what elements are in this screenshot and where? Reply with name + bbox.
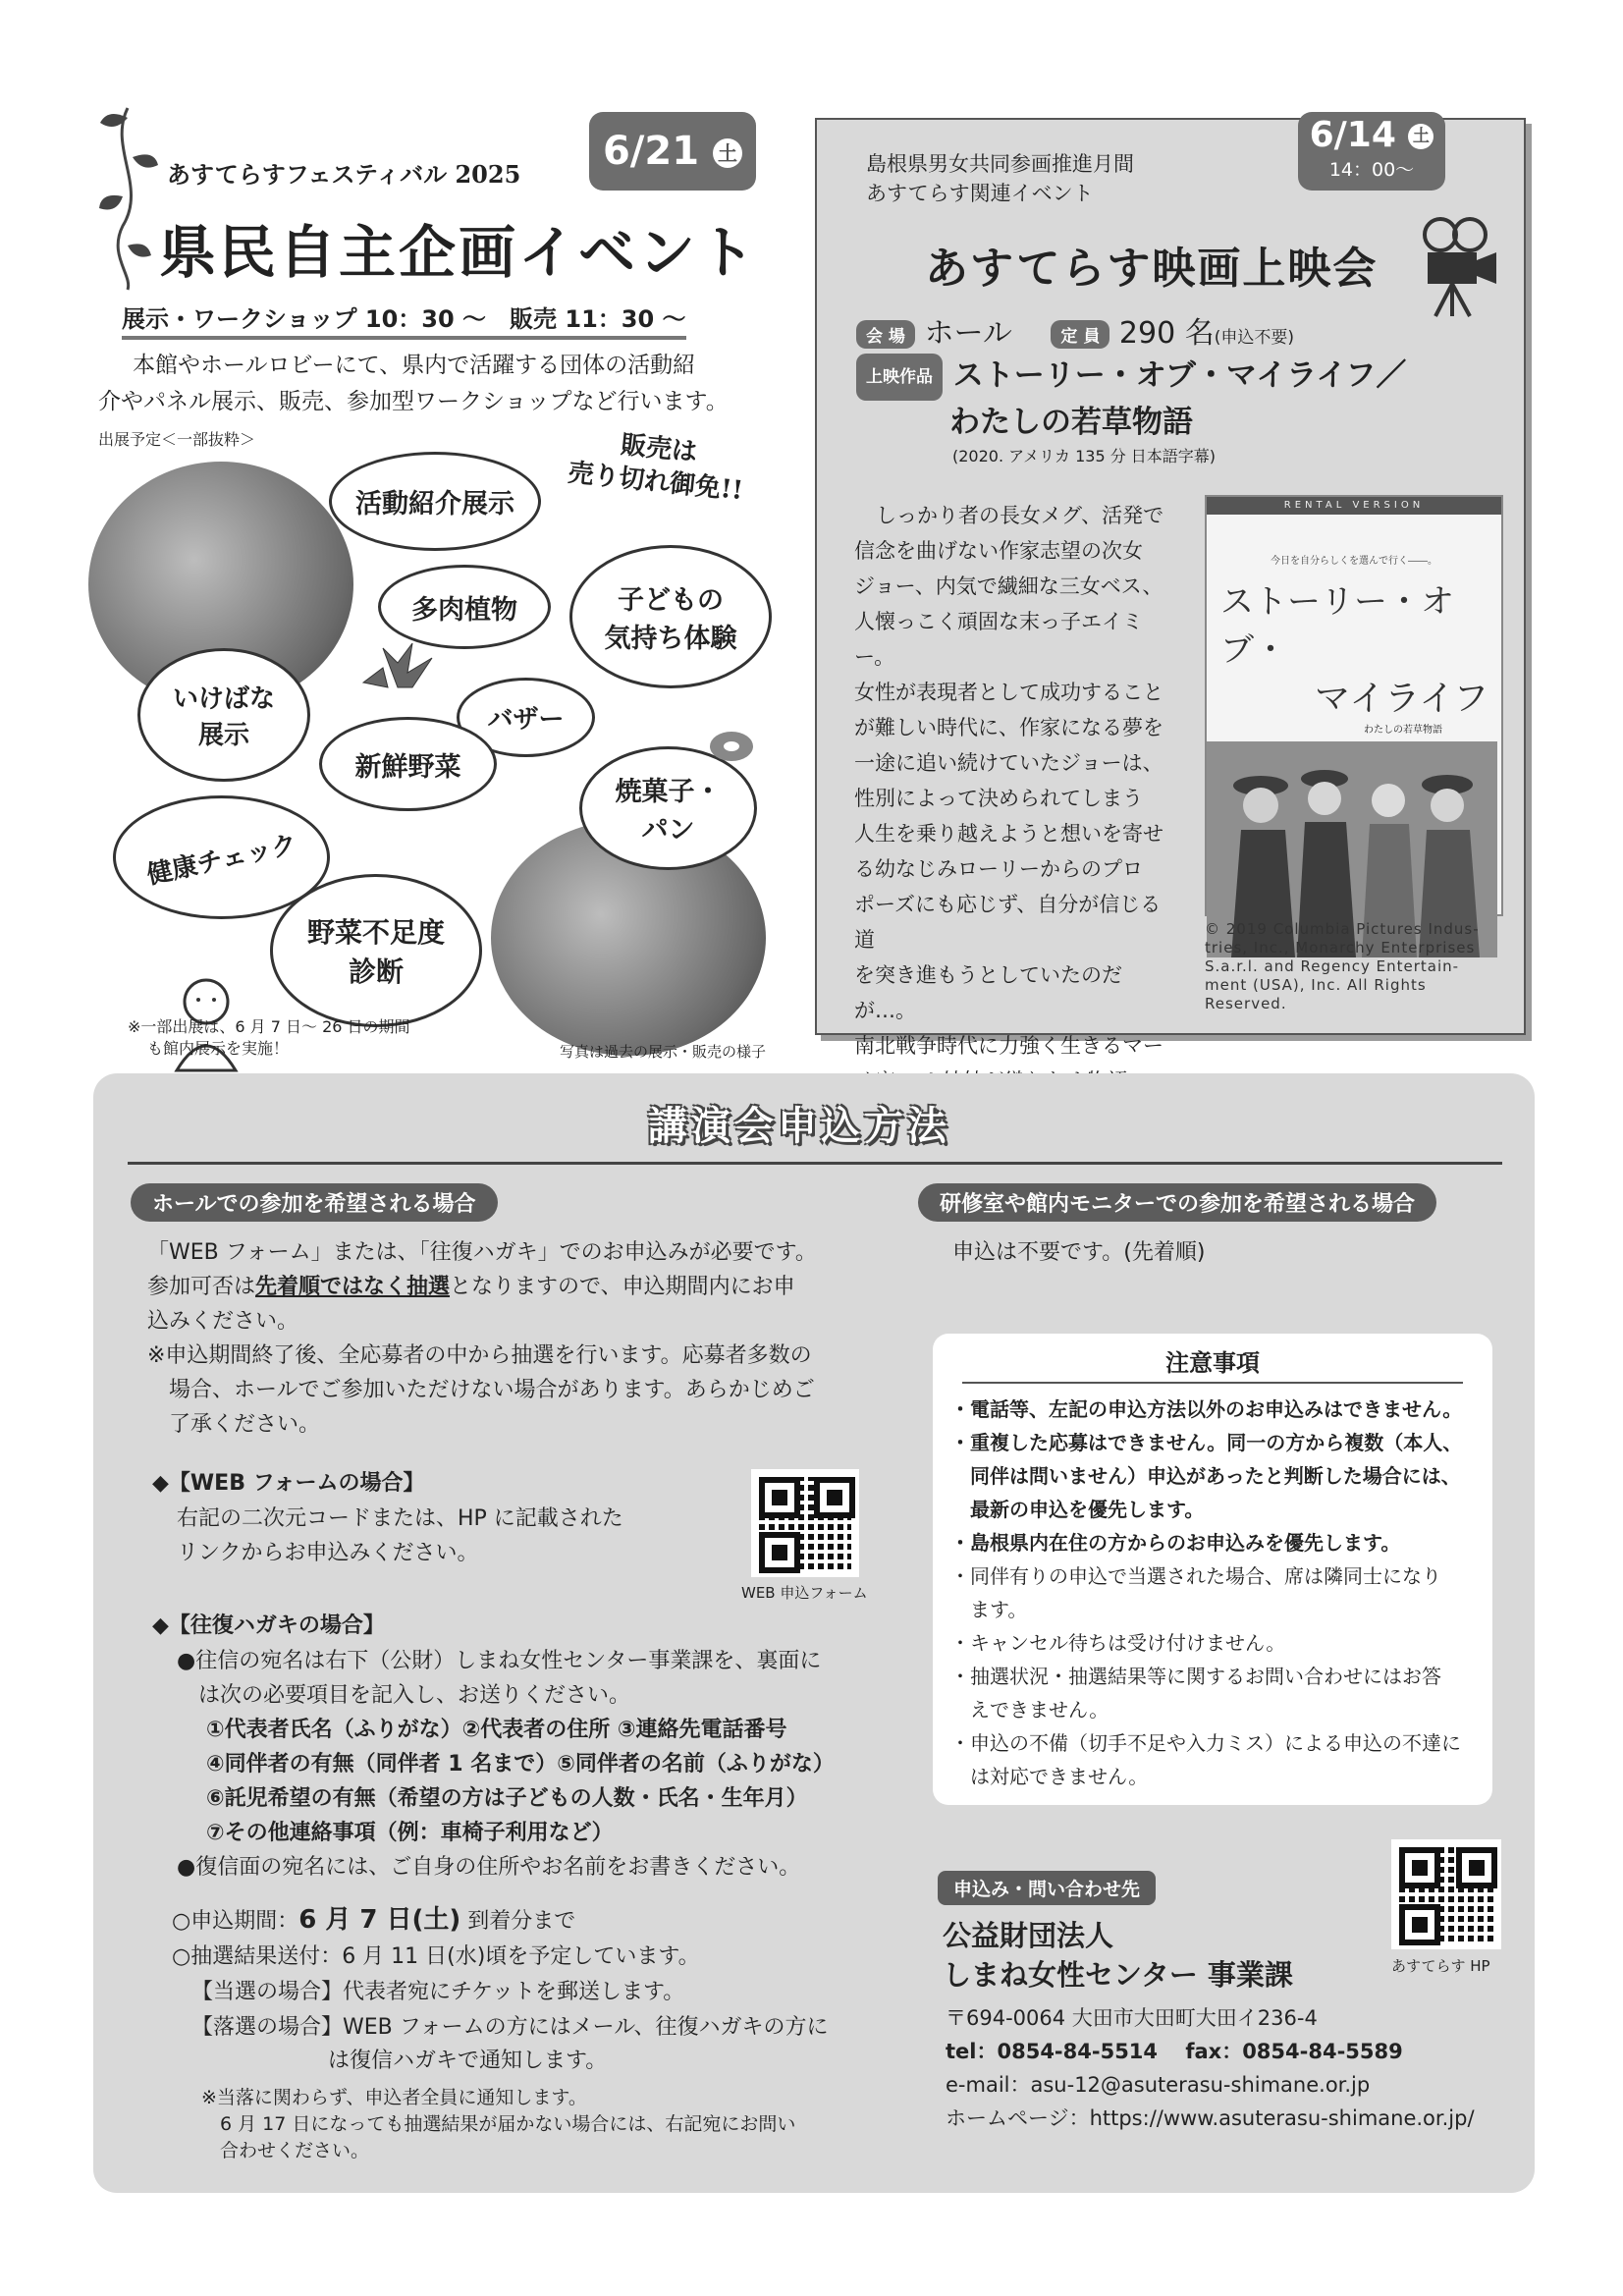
work-info: (2020. アメリカ 135 分 日本語字幕) (952, 447, 1217, 465)
post-line: ⑥託児希望の有無（希望の方は子どもの人数・氏名・生年月） (206, 1786, 808, 1811)
contact-details (946, 2001, 1475, 2135)
synopsis-line: しっかり者の長女メグ、活発で (876, 504, 1164, 527)
photo-caption: 写真は過去の展示・販売の様子 (560, 1043, 767, 1061)
note-item: ・申込の不備（切手不足や入力ミス）による申込の不達に (950, 1731, 1461, 1755)
venue-value: ホール (924, 316, 1012, 351)
poster-title-1: ストーリー・オブ・ (1220, 582, 1454, 670)
movie-poster (1205, 495, 1503, 916)
movie-date-badge (1298, 112, 1445, 191)
festival-section (88, 98, 776, 1070)
movie-time: 14：00～ (1328, 159, 1415, 181)
note-item: ます。 (950, 1598, 1028, 1621)
bubble-activity-label: 活動紹介展示 (355, 489, 514, 519)
festival-date-badge (589, 112, 756, 191)
movie-date: 6/14 (1309, 115, 1396, 155)
bubble-activity (329, 452, 541, 551)
bubble-vegetables (319, 717, 497, 811)
bubble-ikebana-line-1: いけばな (172, 684, 275, 714)
hall-line: 了承ください。 (147, 1412, 321, 1437)
web-text (177, 1502, 623, 1570)
sale-note (567, 423, 748, 508)
sale-note-line-2: 売り切れ御免!! (567, 458, 745, 507)
copyright-line: ment (USA), Inc. All Rights (1205, 976, 1427, 994)
bubble-diagnosis-line-1: 野菜不足度 (306, 916, 445, 949)
copyright-line: © 2019 Columbia Pictures Indus- (1205, 920, 1480, 938)
synopsis-line: が難しい時代に、作家になる夢を (854, 716, 1163, 739)
movie-synopsis (854, 498, 1178, 1099)
festival-title: 県民自主企画イベント (159, 219, 759, 286)
synopsis-line: 人懐っこく頑固な末っ子エイミー。 (854, 610, 1143, 669)
hall-pill: ホールでの参加を希望される場合 (131, 1183, 498, 1222)
note-item: ・同伴有りの申込で当選された場合、席は隣同士になり (950, 1564, 1441, 1588)
bubble-diagnosis (270, 874, 482, 1027)
hall-line: 場合、ホールでご参加いただけない場合があります。あらかじめご (147, 1378, 815, 1402)
synopsis-line: る幼なじみローリーからのプロ (854, 857, 1143, 881)
bubble-kids (569, 545, 772, 688)
lose-line-1: 【落選の場合】WEB フォームの方にはメール、往復ハガキの方に (191, 2015, 829, 2040)
post-line: ①代表者氏名（ふりがな）②代表者の住所 ③連絡先電話番号 (206, 1718, 787, 1742)
venue-tag: 会 場 (856, 320, 915, 349)
web-qr-code[interactable] (751, 1469, 859, 1577)
note-item: ・抽選状況・抽選結果等に関するお問い合わせにはお答 (950, 1665, 1441, 1688)
note-line-3: 合わせください。 (201, 2140, 370, 2161)
hall-line: 参加可否は先着順ではなく抽選となりますので、申込期間内にお申 (147, 1275, 795, 1299)
note-line-2: 6 月 17 日になっても抽選結果が届かない場合には、右記宛にお問い (201, 2113, 796, 2135)
application-heading: 講演会申込方法 (648, 1104, 950, 1149)
movie-section (815, 115, 1526, 1058)
period-label: ○申込期間： (172, 1909, 299, 1934)
lose-line-2: は復信ハガキで通知します。 (191, 2049, 608, 2073)
bubble-kids-line-2: 気持ち体験 (604, 624, 737, 654)
movie-camera-icon (1416, 213, 1504, 321)
note-item: は対応できません。 (950, 1765, 1149, 1788)
room-text: 申込は不要です。(先着順) (952, 1240, 1206, 1265)
post-line: ●往信の宛名は右下（公財）しまね女性センター事業課を、裏面に (177, 1649, 822, 1673)
synopsis-line: ポーズにも応じず、自分が信じる道 (854, 893, 1162, 952)
movie-work-row (856, 354, 1406, 444)
capacity-tag: 定 員 (1051, 320, 1109, 349)
festival-footnote (128, 1016, 410, 1060)
org-line-1: 公益財団法人 (943, 1919, 1114, 1952)
bubble-ikebana-line-2: 展示 (197, 721, 249, 750)
bubble-bazaar-label: バザー (487, 705, 565, 735)
notes-title: 注意事項 (962, 1343, 1463, 1384)
hall-text (147, 1235, 817, 1442)
notes-box (933, 1334, 1492, 1805)
poster-title-2: マイライフ (1315, 679, 1489, 719)
web-qr-caption: WEB 申込フォーム (741, 1584, 868, 1602)
period-suffix: 到着分まで (460, 1909, 576, 1934)
contact-tel: tel：0854-84-5514 fax：0854-84-5589 (946, 2040, 1403, 2063)
bubble-ikebana (137, 648, 310, 782)
post-head: ◆【往復ハガキの場合】 (152, 1613, 385, 1638)
movie-title: あすてらす映画上映会 (925, 244, 1379, 294)
copyright-line: S.a.r.l. and Regency Entertain- (1205, 957, 1460, 975)
synopsis-line: 一途に追い続けていたジョーは、 (854, 751, 1163, 775)
festival-desc-2: 介やパネル展示、販売、参加型ワークショップなど行います。 (98, 389, 729, 414)
bubble-diagnosis-line-2: 診断 (348, 956, 404, 988)
work-tag: 上映作品 (856, 354, 943, 401)
movie-copyright (1205, 920, 1480, 1013)
post-line: ⑦その他連絡事項（例：車椅子利用など） (206, 1821, 614, 1845)
heading-rule (128, 1162, 1502, 1165)
post-text (177, 1644, 835, 1885)
note-item: ・キャンセル待ちは受け付けません。 (950, 1631, 1286, 1655)
bubble-kids-line-1: 子どもの (618, 585, 724, 616)
poster-banner: RENTAL VERSION (1207, 497, 1501, 515)
period-value: 6 月 7 日(土) (298, 1905, 461, 1935)
bubble-succulent-label: 多肉植物 (411, 594, 517, 626)
synopsis-line: 女性が表現者として成功すること (854, 681, 1163, 704)
work-title-1: ストーリー・オブ・マイライフ／ (952, 357, 1407, 394)
festival-day-badge: 土 (713, 138, 742, 168)
win-line: 【当選の場合】代表者宛にチケットを郵送します。 (191, 1980, 685, 2004)
contact-email[interactable]: e-mail：asu-12@asuterasu-shimane.or.jp (946, 2073, 1371, 2097)
copyright-line: tries, Inc., Monarchy Enterprises (1205, 939, 1476, 957)
result-line: ○抽選結果送付：6 月 11 日(水)頃を予定しています。 (172, 1944, 700, 1969)
festival-desc-1: 本館やホールロビーにて、県内で活躍する団体の活動紹 (133, 353, 696, 378)
post-line: ④同伴者の有無（同伴者 1 名まで）⑤同伴者の名前（ふりがな） (206, 1752, 835, 1777)
contact-pill: 申込み・問い合わせ先 (938, 1871, 1156, 1905)
movie-venue-row (856, 308, 1294, 352)
festival-subtitle: あすてらすフェスティバル 2025 (167, 160, 521, 189)
hall-line: ※申込期間終了後、全応募者の中から抽選を行います。応募者多数の (147, 1343, 812, 1368)
note-item: ・島根県内在住の方からのお申込みを優先します。 (950, 1531, 1401, 1555)
movie-organizer-2: あすてらす関連イベント (866, 182, 1094, 205)
hall-line: 「WEB フォーム」または、「往復ハガキ」でのお申込みが必要です。 (147, 1240, 817, 1265)
succulent-plant-icon (353, 629, 442, 707)
result-note (201, 2085, 795, 2164)
note-line-1: ※当落に関わらず、申込者全員に通知します。 (201, 2087, 587, 2108)
post-line: は次の必要項目を記入し、お送りください。 (177, 1683, 631, 1708)
note-item: えできません。 (950, 1698, 1109, 1722)
contact-address: 〒694-0064 大田市大田町大田イ236-4 (946, 2006, 1318, 2030)
hp-qr-code[interactable] (1391, 1839, 1501, 1949)
festival-hours: 展示・ワークショップ 10：30 ～ 販売 11：30 ～ (122, 300, 686, 340)
web-line: 右記の二次元コードまたは、HP に記載された (177, 1506, 623, 1531)
bubble-vegetables-label: 新鮮野菜 (354, 751, 461, 783)
note-item: ・電話等、左記の申込方法以外のお申込みはできません。 (950, 1397, 1463, 1421)
note-item: 同伴は問いません）申込があったと判断した場合には、 (950, 1464, 1461, 1488)
post-line: ●復信面の宛名には、ご自身の住所やお名前をお書きください。 (177, 1855, 801, 1880)
poster-sub: わたしの若草物語 (1364, 725, 1442, 736)
bubble-baked-line-1: 焼菓子・ (615, 777, 722, 807)
festival-plan-label: 出展予定＜一部抜粋＞ (98, 430, 256, 449)
hp-qr-caption: あすてらす HP (1391, 1957, 1490, 1975)
vine-decoration-icon (88, 98, 167, 295)
bubble-health-label: 健康チェック (143, 829, 300, 891)
synopsis-line: ジョー、内気で繊細な三女ベス、 (854, 574, 1163, 598)
movie-organizer (866, 149, 1134, 208)
contact-homepage[interactable]: ホームページ：https://www.asuterasu-shimane.or.jp/ (946, 2106, 1475, 2130)
donut-icon (707, 727, 756, 766)
notes-list (950, 1393, 1462, 1793)
synopsis-line: を突き進もうとしていたのだが…。 (854, 963, 1122, 1022)
movie-day-badge: 土 (1408, 124, 1434, 149)
capacity-value: 290 名 (1118, 316, 1215, 351)
application-panel (93, 1073, 1535, 2193)
hall-line: 込みください。 (147, 1309, 299, 1334)
synopsis-line: 人生を乗り越えようと想いを寄せ (854, 822, 1163, 846)
festival-footnote-1: ※一部出展は、6 月 7 日～ 26 日の期間 (128, 1017, 410, 1036)
period-row (172, 1903, 575, 1939)
org-name (943, 1916, 1293, 1995)
web-line: リンクからお申込みください。 (177, 1541, 479, 1565)
capacity-note: (申込不要) (1214, 328, 1294, 348)
org-line-2: しまね女性センター 事業課 (943, 1958, 1293, 1992)
copyright-line: Reserved. (1205, 995, 1287, 1012)
festival-date: 6/21 (602, 129, 700, 174)
note-item: 最新の申込を優先します。 (950, 1498, 1205, 1521)
poster-tagline: 今日を自分らしくを選んで行く――。 (1271, 556, 1437, 567)
synopsis-line: 信念を曲げない作家志望の次女 (854, 539, 1143, 563)
web-head: ◆【WEB フォームの場合】 (152, 1471, 425, 1496)
work-title-2: わたしの若草物語 (949, 405, 1193, 440)
sale-note-line-1: 販売は (619, 430, 699, 468)
bubble-baked-line-2: パン (641, 815, 695, 846)
note-item: ・重複した応募はできません。同一の方から複数（本人、 (950, 1431, 1463, 1454)
synopsis-line: 性別によって決められてしまう (854, 787, 1143, 810)
festival-footnote-2: も館内展示を実施！ (147, 1039, 290, 1058)
room-pill: 研修室や館内モニターでの参加を希望される場合 (918, 1183, 1436, 1222)
movie-organizer-1: 島根県男女共同参画推進月間 (866, 152, 1134, 176)
synopsis-line: 南北戦争時代に力強く生きるマー (854, 1034, 1163, 1058)
